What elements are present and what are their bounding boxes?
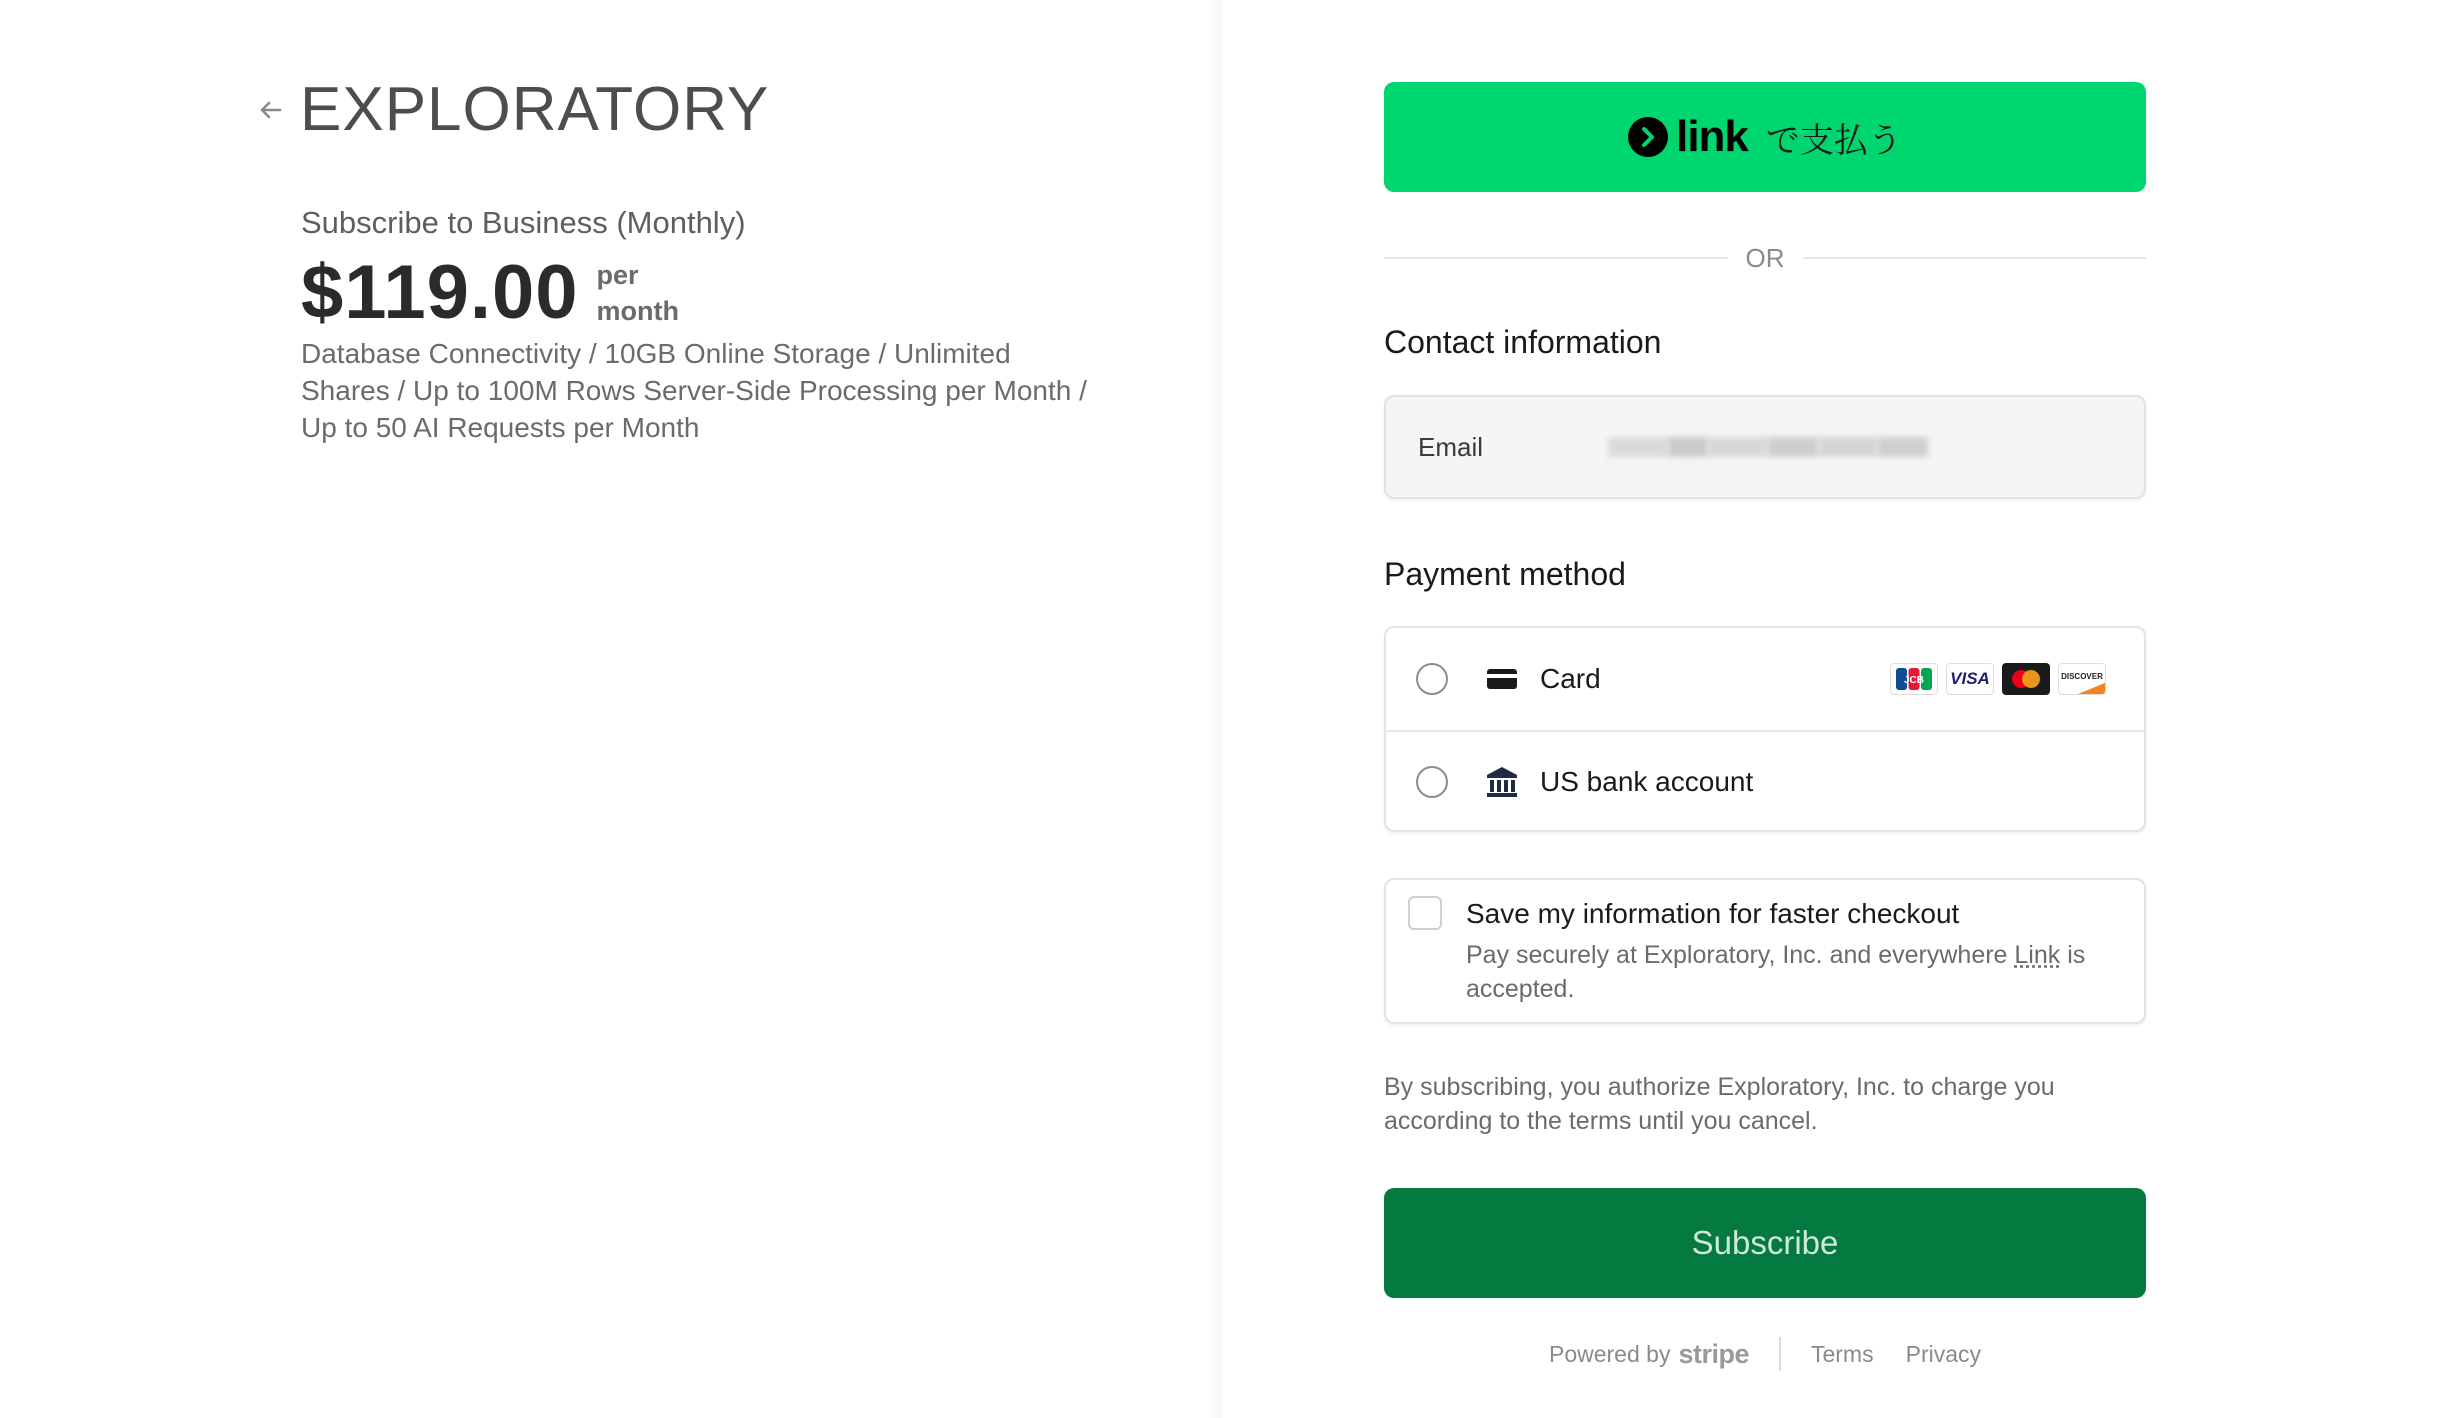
stripe-logo: stripe xyxy=(1678,1338,1749,1369)
link-chevron-icon xyxy=(1628,117,1668,157)
discover-logo-icon xyxy=(2058,663,2106,695)
contact-info-title: Contact information xyxy=(1384,324,1662,360)
price-amount: $119.00 xyxy=(301,250,579,335)
footer xyxy=(1384,1334,2146,1374)
link-logo-text: link xyxy=(1676,112,1748,161)
privacy-link[interactable]: Privacy xyxy=(1905,1340,1982,1367)
jcb-logo-icon xyxy=(1890,663,1938,695)
save-info-description xyxy=(1466,938,2126,1006)
price-period-line2: month xyxy=(596,296,680,326)
legal-text: By subscribing, you authorize Exploratory, Inc. to charge you according to the terms until you cancel. xyxy=(1384,1073,2055,1135)
save-info-desc-before: Pay securely at Exploratory, Inc. and everywhere xyxy=(1466,941,2015,969)
bank-icon xyxy=(1484,764,1520,800)
svg-text:JCB: JCB xyxy=(1903,675,1925,686)
powered-by-label: Powered by xyxy=(1548,1340,1671,1367)
save-info-link[interactable]: Link xyxy=(2014,941,2061,969)
price-period-line1: per xyxy=(596,260,639,290)
product-name: Subscribe to Business (Monthly) xyxy=(301,205,746,240)
card-label: Card xyxy=(1540,663,1601,694)
product-description: Database Connectivity / 10GB Online Storage / Unlimited Shares / Up to 100M Rows Server-Side Processing per Month / Up to 50 AI Requests per Month xyxy=(301,338,1087,443)
back-link[interactable] xyxy=(256,75,770,144)
link-pay-label: で支払う xyxy=(1765,120,1902,161)
visa-logo-icon: VISA xyxy=(1946,663,1994,695)
or-label: OR xyxy=(1745,242,1785,273)
mastercard-logo-icon xyxy=(2002,663,2050,695)
or-divider xyxy=(1384,240,2146,276)
arrow-left-icon xyxy=(256,95,286,125)
payment-method-group xyxy=(1384,626,2146,832)
payment-method-title: Payment method xyxy=(1384,556,1626,592)
price-row xyxy=(301,250,679,336)
save-info-box xyxy=(1384,878,2146,1024)
payment-option-card[interactable] xyxy=(1386,628,2144,730)
card-icon xyxy=(1484,661,1520,697)
link-pay-button[interactable] xyxy=(1384,82,2146,192)
email-field[interactable] xyxy=(1384,395,2146,499)
discover-logo-text: DISCOVER xyxy=(2061,671,2103,681)
divider-line-right xyxy=(1803,257,2147,259)
terms-link[interactable]: Terms xyxy=(1810,1340,1874,1367)
order-summary-pane xyxy=(0,0,1222,1418)
card-radio[interactable] xyxy=(1416,663,1448,695)
divider-line-left xyxy=(1384,257,1728,259)
powered-by-stripe[interactable] xyxy=(1549,1339,1749,1370)
subscribe-button[interactable]: Subscribe xyxy=(1384,1188,2146,1298)
bank-radio[interactable] xyxy=(1416,766,1448,798)
card-brand-logos xyxy=(1890,663,2106,695)
email-label: Email xyxy=(1418,431,1484,462)
payment-pane xyxy=(1222,0,2462,1418)
save-info-title: Save my information for faster checkout xyxy=(1466,898,1960,929)
email-value-redacted xyxy=(1608,427,1938,467)
payment-option-us-bank[interactable] xyxy=(1386,730,2144,832)
save-info-checkbox[interactable] xyxy=(1408,896,1442,930)
link-logo xyxy=(1628,113,1748,161)
brand-name: EXPLORATORY xyxy=(300,75,770,144)
save-info-desc-after: is accepted. xyxy=(1466,941,2086,1003)
price-period xyxy=(597,257,679,329)
pane-divider xyxy=(1206,0,1222,1418)
footer-separator xyxy=(1779,1337,1781,1371)
us-bank-label: US bank account xyxy=(1540,766,1754,797)
